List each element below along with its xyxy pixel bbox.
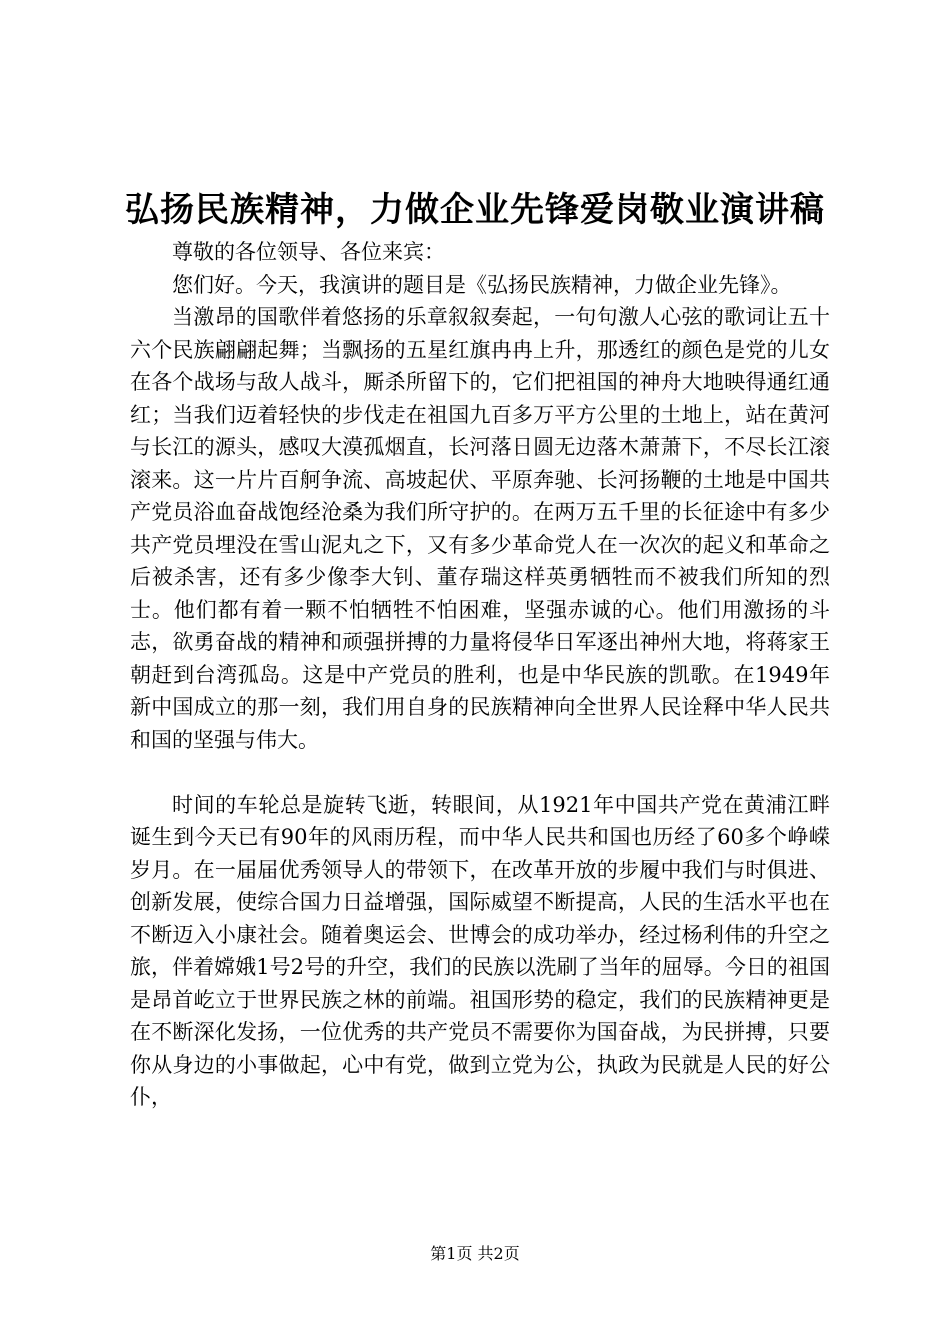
salutation-paragraph: 尊敬的各位领导、各位来宾： [172,240,445,264]
page-number-footer: 第1页 共2页 [430,1244,520,1263]
document-body [130,236,830,1114]
document-title: 弘扬民族精神，力做企业先锋爱岗敬业演讲稿 [125,190,825,230]
body-paragraph: 当激昂的国歌伴着悠扬的乐章叙叙奏起，一句句激人心弦的歌词让五十六个民族翩翩起舞；当飘扬的五星红旗冉冉上升，那透红的颜色是党的儿女在各个战场与敌人战斗，厮杀所留下的，它们把祖国的神舟大地映得通红通红；当我们迈着轻快的步伐走在祖国九百多万平方公里的土地上，站在黄河与长江的源头，感叹大漠孤烟直，长河落日圆无边落木萧萧下，不尽长江滚滚来。这一片片百舸争流、高坡起伏、平原奔驰、长河扬鞭的土地是中国共产党员浴血奋战饱经沧桑为我们所守护的。在两万五千里的长征途中有多少共产党员埋没在雪山泥丸之下，又有多少革命党人在一次次的起义和革命之后被杀害，还有多少像李大钊、董存瑞这样英勇牺牲而不被我们所知的烈士。他们都有着一颗不怕牺牲不怕困难，坚强赤诚的心。他们用激扬的斗志，欲勇奋战的精神和顽强拼搏的力量将侵华日军逐出神州大地，将蒋家王朝赶到台湾孤岛。这是中产党员的胜利，也是中华民族的凯歌。在1949年新中国成立的那一刻，我们用自身的民族精神向全世界人民诠释中华人民共和国的坚强与伟大。 [130,305,830,752]
body-paragraph: 时间的车轮总是旋转飞逝，转眼间，从1921年中国共产党在黄浦江畔诞生到今天已有90年的风雨历程，而中华人民共和国也历经了60多个峥嵘岁月。在一届届优秀领导人的带领下，在改革开放的步履中我们与时俱进、创新发展，使综合国力日益增强，国际威望不断提高，人民的生活水平也在不断迈入小康社会。随着奥运会、世博会的成功举办，经过杨利伟的升空之旅，伴着嫦娥1号2号的升空，我们的民族以洗刷了当年的屈辱。今日的祖国是昂首屹立于世界民族之林的前端。祖国形势的稳定，我们的民族精神更是在不断深化发扬，一位优秀的共产党员不需要你为国奋战，为民拼搏，只要你从身边的小事做起，心中有党，做到立党为公，执政为民就是人民的好公仆， [130,792,830,1109]
greeting-paragraph: 您们好。今天，我演讲的题目是《弘扬民族精神，力做企业先锋》。 [172,272,792,297]
